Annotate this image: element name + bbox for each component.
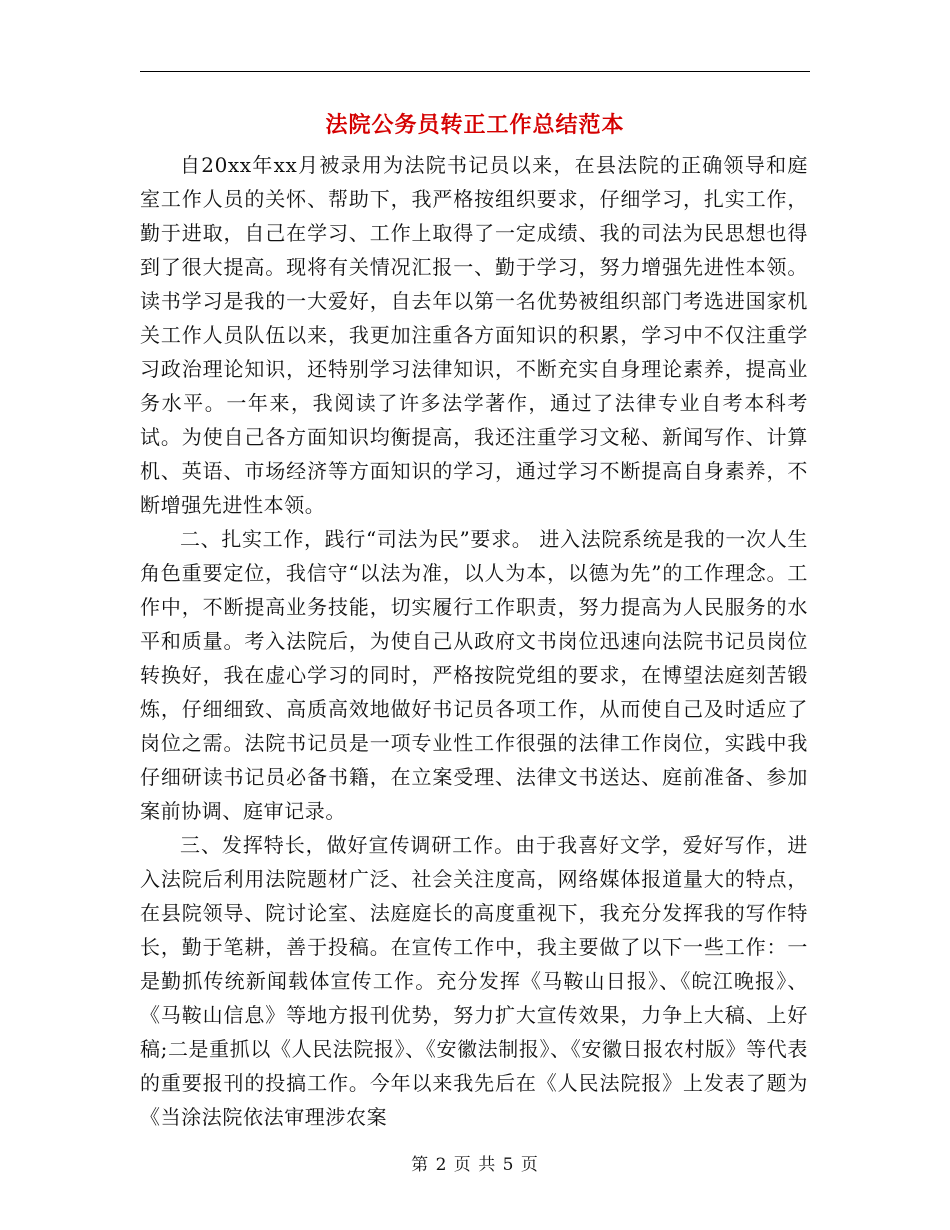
paragraph-section-two: 二、扎实工作，践行“司法为民”要求。 进入法院系统是我的一次人生角色重要定位，我信守“以法为准，以人为本，以德为先”的工作理念。工作中，不断提高业务技能，切实履行工作职责，努力提高为人民服务的水平和质量。考入法院后，为使自己从政府文书岗位迅速向法院书记员岗位转换好，我在虚心学习的同时，严格按院党组的要求，在博望法庭刻苦锻炼，仔细细致、高质高效地做好书记员各项工作，从而使自己及时适应了岗位之需。法院书记员是一项专业性工作很强的法律工作岗位，实践中我仔细研读书记员必备书籍，在立案受理、法律文书送达、庭前准备、参加案前协调、庭审记录。: [140, 527, 808, 823]
document-body: [140, 148, 808, 1134]
paragraph-intro: 自20xx年xx月被录用为法院书记员以来，在县法院的正确领导和庭室工作人员的关怀、帮助下，我严格按组织要求，仔细学习，扎实工作，勤于进取，自己在学习、工作上取得了一定成绩、我的司法为民思想也得到了很大提高。现将有关情况汇报一、勤于学习，努力增强先进性本领。读书学习是我的一大爱好，自去年以第一名优势被组织部门考选进国家机关工作人员队伍以来，我更加注重各方面知识的积累，学习中不仅注重学习政治理论知识，还特别学习法律知识，不断充实自身理论素养，提高业务水平。一年来，我阅读了许多法学著作，通过了法律专业自考本科考试。为使自己各方面知识均衡提高，我还注重学习文秘、新闻写作、计算机、英语、市场经济等方面知识的学习，通过学习不断提高自身素养，不断增强先进性本领。: [140, 153, 808, 517]
document-title: 法院公务员转正工作总结范本: [325, 113, 625, 138]
paragraph-section-three: 三、发挥特长，做好宣传调研工作。由于我喜好文学，爱好写作，进入法院后利用法院题材广泛、社会关注度高，网络媒体报道量大的特点，在县院领导、院讨论室、法庭庭长的高度重视下，我充分发挥我的写作特长，勤于笔耕，善于投稿。在宣传工作中，我主要做了以下一些工作：一是勤抓传统新闻载体宣传工作。充分发挥《马鞍山日报》、《皖江晚报》、《马鞍山信息》等地方报刊优势，努力扩大宣传效果，力争上大稿、上好稿;二是重抓以《人民法院报》、《安徽法制报》、《安徽日报农村版》等代表的重要报刊的投搞工作。今年以来我先后在《人民法院报》上发表了题为《当涂法院依法审理涉农案: [140, 833, 808, 1129]
header-rule: [140, 71, 810, 72]
page-number: 第 2 页 共 5 页: [411, 1155, 539, 1175]
